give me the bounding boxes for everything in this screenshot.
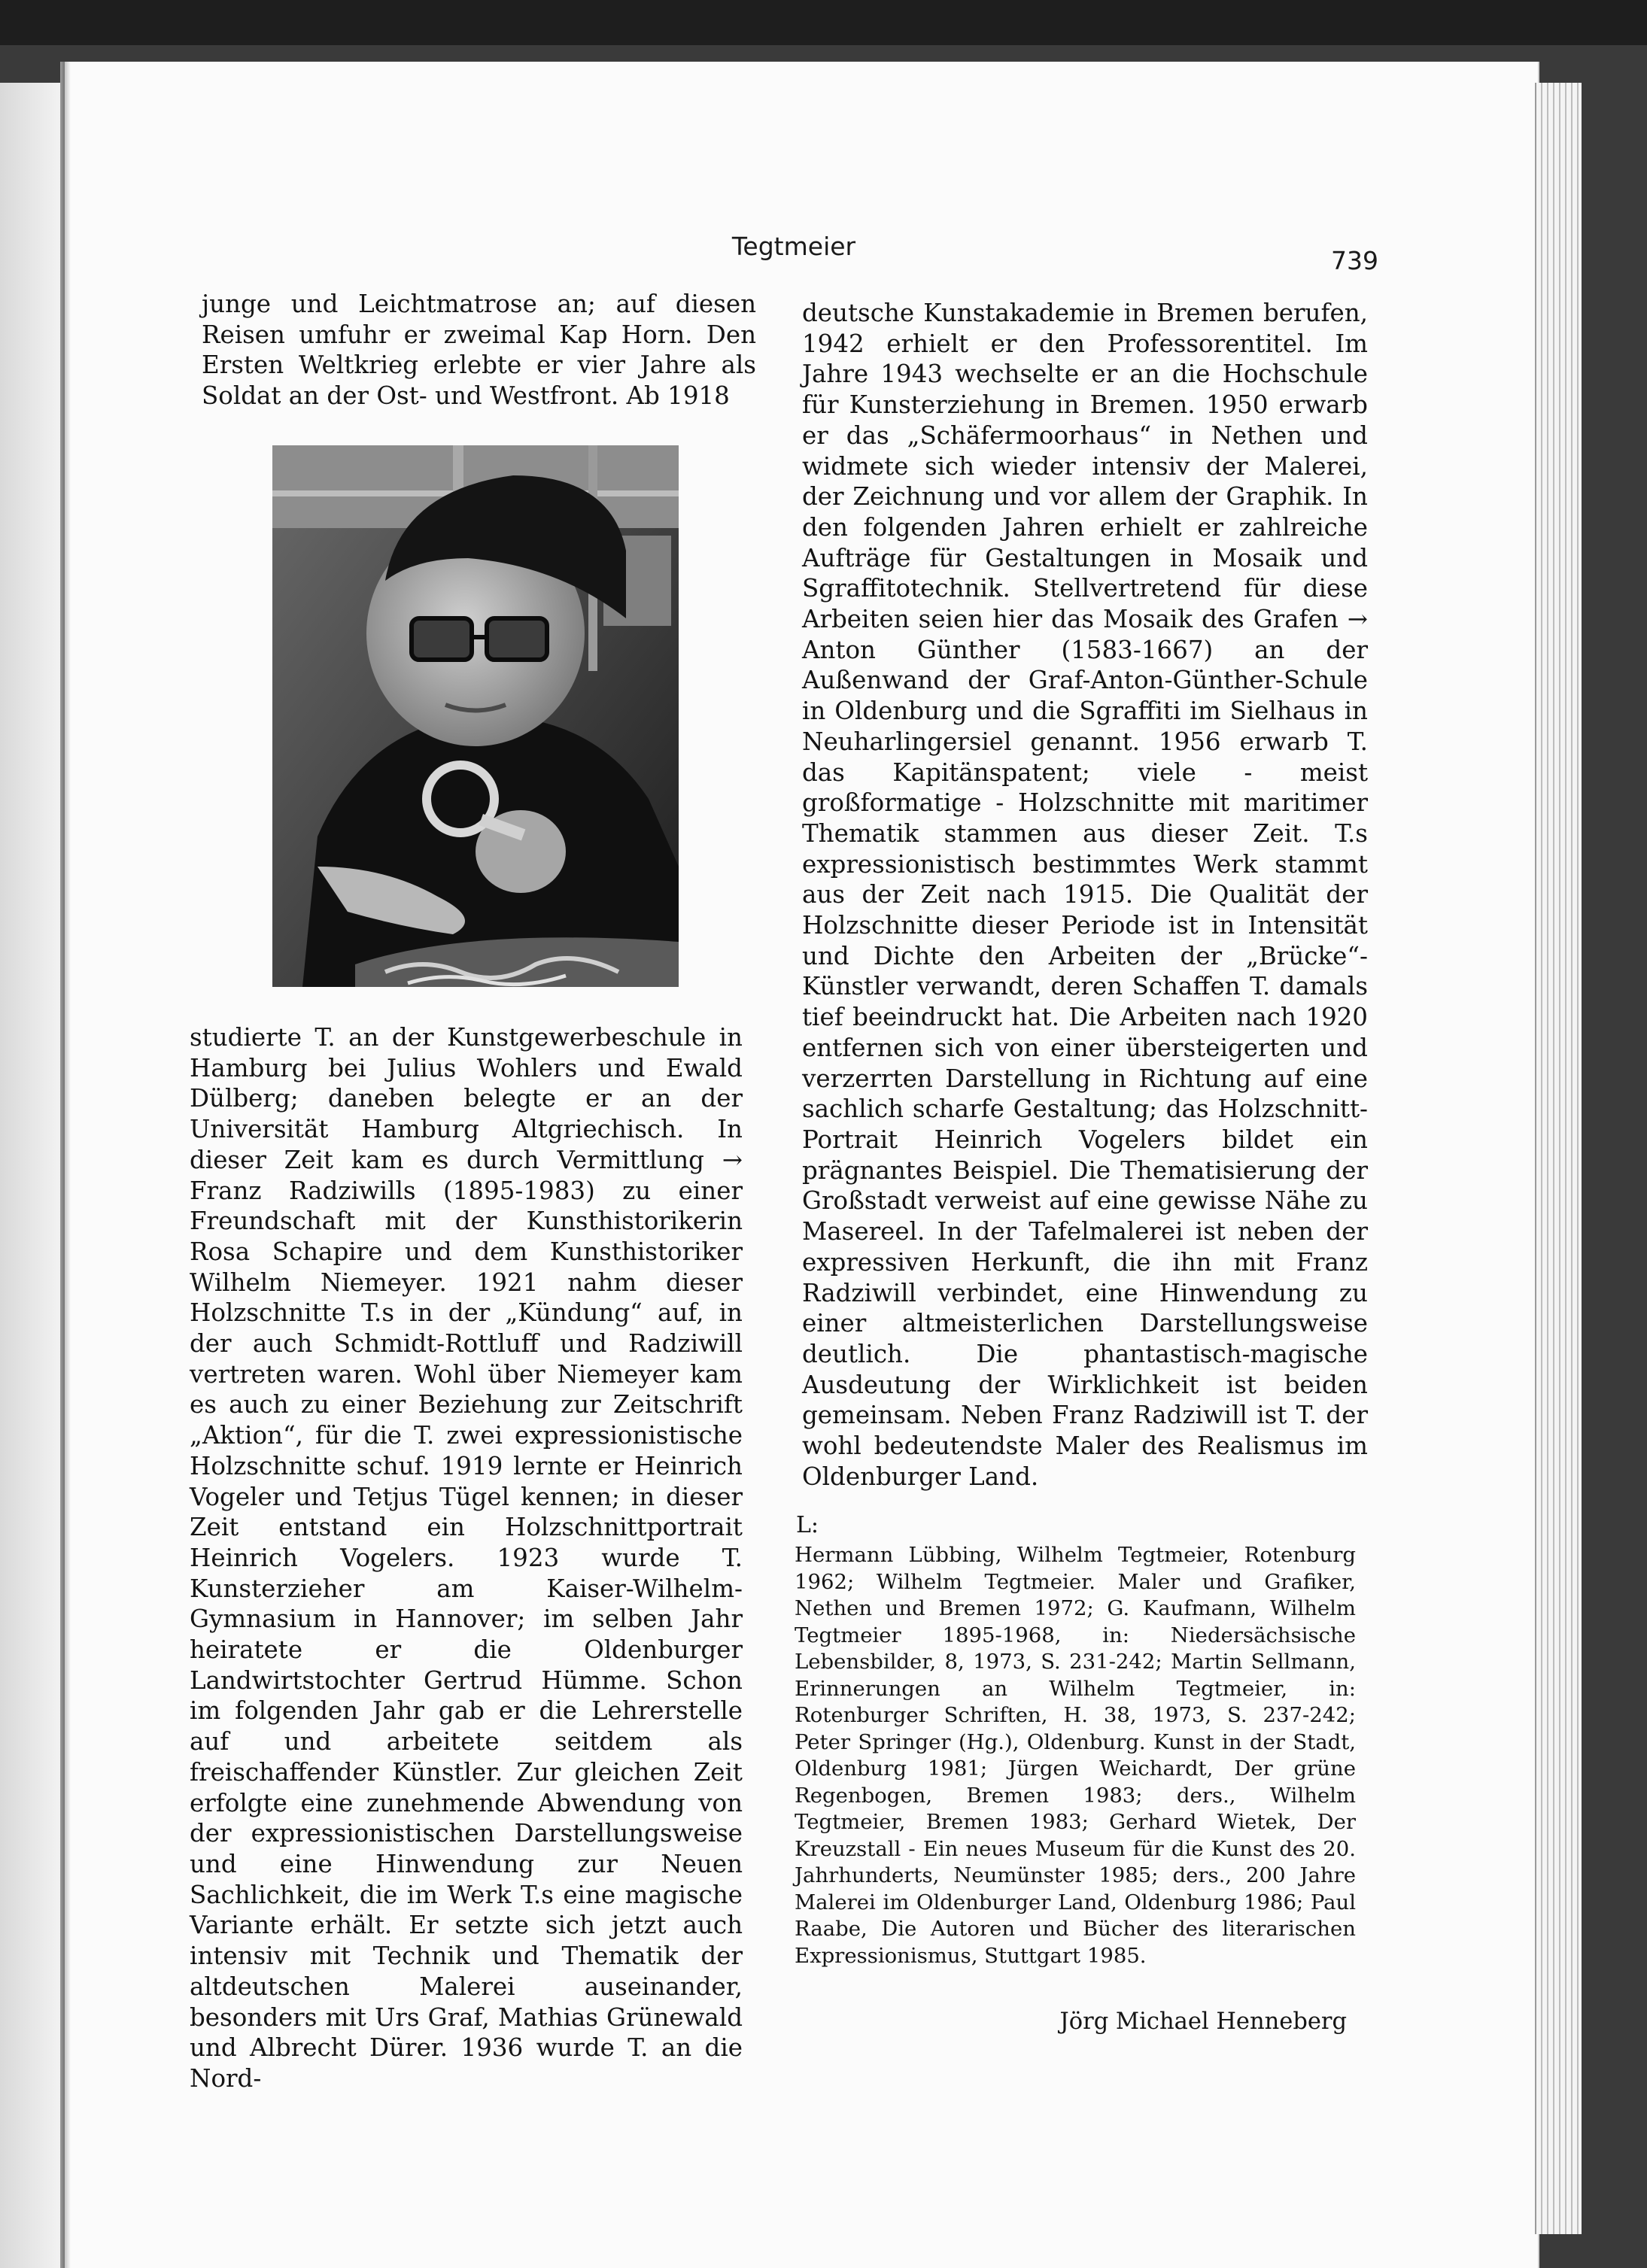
literature-list bbox=[795, 1542, 1356, 1969]
paragraph: studierte T. an der Kunstgewerbeschule in Hamburg bei Julius Wohlers und Ewald Dülberg; daneben belegte er an der Universität Hamburg Altgriechisch. In dieser Zeit kam es durch Vermittlung → Franz Radziwills (1895-1983) zu einer Freundschaft mit der Kunsthistorikerin Rosa Schapire und dem Kunsthistoriker Wilhelm Niemeyer. 1921 nahm dieser Holzschnitte T.s in der „Kündung“ auf, in der auch Schmidt-Rottluff und Radziwill vertreten waren. Wohl über Niemeyer kam es auch zu einer Beziehung zur Zeitschrift „Aktion“, für die T. zwei expressionistische Holzschnitte schuf. 1919 lernte er Heinrich Vogeler und Tetjus Tügel kennen; in dieser Zeit entstand ein Holzschnittportrait Heinrich Vogelers. 1923 wurde T. Kunsterzieher am Kaiser-Wilhelm-Gymnasium in Hannover; im selben Jahr heiratete er die Oldenburger Landwirtstochter Gertrud Hümme. Schon im folgenden Jahr gab er die Lehrerstelle auf und arbeitete seitdem als freischaffender Künstler. Zur gleichen Zeit erfolgte eine zunehmende Abwendung von der expressionistischen Darstellungsweise und eine Hinwendung zur Neuen Sachlichkeit, die im Werk T.s eine magische Variante erhält. Er setzte sich jetzt auch intensiv mit Technik und Thematik der altdeutschen Malerei auseinander, besonders mit Urs Graf, Mathias Grünewald und Albrecht Dürer. 1936 wurde T. an die Nord- bbox=[190, 1023, 743, 2093]
paragraph: junge und Leichtmatrose an; auf diesen Reisen umfuhr er zweimal Kap Horn. Den Ersten Weltkrieg erlebte er vier Jahre als Soldat an der Ost- und Westfront. Ab 1918 bbox=[202, 290, 756, 411]
page-number: 739 bbox=[1331, 246, 1378, 275]
spine-shadow bbox=[60, 62, 71, 2268]
left-column-top bbox=[202, 289, 756, 411]
literature-text: Hermann Lübbing, Wilhelm Tegtmeier, Rotenburg 1962; Wilhelm Tegtmeier. Maler und Grafiker, Nethen und Bremen 1972; G. Kaufmann, Wilhelm Tegtmeier 1895-1968, in: Niedersächsische Lebensbilder, 8, 1973, S. 231-242; Martin Sellmann, Erinnerungen an Wilhelm Tegtmeier, in: Rotenburger Schriften, H. 38, 1973, S. 237-242; Peter Springer (Hg.), Oldenburg. Kunst in der Stadt, Oldenburg 1981; Jürgen Weichardt, Der grüne Regenbogen, Bremen 1983; ders., Wilhelm Tegtmeier, Bremen 1983; Gerhard Wietek, Der Kreuzstall - Ein neues Museum für die Kunst des 20. Jahrhunderts, Neumünster 1985; ders., 200 Jahre Malerei im Oldenburger Land, Oldenburg 1986; Paul Raabe, Die Autoren und Bücher des literarischen Expressionismus, Stuttgart 1985. bbox=[795, 1543, 1356, 1968]
facing-page-edge bbox=[0, 83, 60, 2268]
portrait-photo bbox=[272, 445, 679, 987]
literature-label: L: bbox=[796, 1512, 819, 1538]
portrait-photo-image bbox=[272, 445, 679, 987]
running-title: Tegtmeier bbox=[731, 232, 856, 261]
paragraph: deutsche Kunstakademie in Bremen berufen, 1942 erhielt er den Professorentitel. Im Jahre 1943 wechselte er an die Hochschule für Kunsterziehung in Bremen. 1950 erwarb er das „Schäfermoorhaus“ in Nethen und widmete sich wieder intensiv der Malerei, der Zeichnung und vor allem der Graphik. In den folgenden Jahren erhielt er zahlreiche Aufträge für Gestaltungen in Mosaik und Sgraffitotechnik. Stellvertretend für diese Arbeiten seien hier das Mosaik des Grafen → Anton Günther (1583-1667) an der Außenwand der Graf-Anton-Günther-Schule in Oldenburg und die Sgraffiti im Sielhaus in Neuharlingersiel genannt. 1956 erwarb T. das Kapitänspatent; viele - meist großformatige - Holzschnitte mit maritimer Thematik stammen aus dieser Zeit. T.s expressionistisch bestimmtes Werk stammt aus der Zeit nach 1915. Die Qualität der Holzschnitte dieser Periode ist in Intensität und Dichte den Arbeiten der „Brücke“-Künstler verwandt, deren Schaffen T. damals tief beeindruckt hat. Die Arbeiten nach 1920 entfernen sich von einer übersteigerten und verzerrten Darstellung in Richtung auf eine sachlich scharfe Gestaltung; das Holzschnitt-Portrait Heinrich Vogelers bildet ein prägnantes Beispiel. Die Thematisierung der Großstadt verweist auf eine gewisse Nähe zu Masereel. In der Tafelmalerei ist neben der expressiven Herkunft, die ihn mit Franz Radziwill verbindet, eine Hinwendung zu einer altmeisterlichen Darstellungsweise deutlich. Die phantastisch-magische Ausdeutung der Wirklichkeit ist beiden gemeinsam. Neben Franz Radziwill ist T. der wohl bedeutendste Maler des Realismus im Oldenburger Land. bbox=[802, 299, 1368, 1491]
author-signature: Jörg Michael Henneberg bbox=[1059, 2008, 1347, 2035]
right-column bbox=[802, 298, 1368, 1492]
left-column-bottom bbox=[190, 1022, 743, 2094]
page-edges bbox=[1535, 83, 1582, 2234]
